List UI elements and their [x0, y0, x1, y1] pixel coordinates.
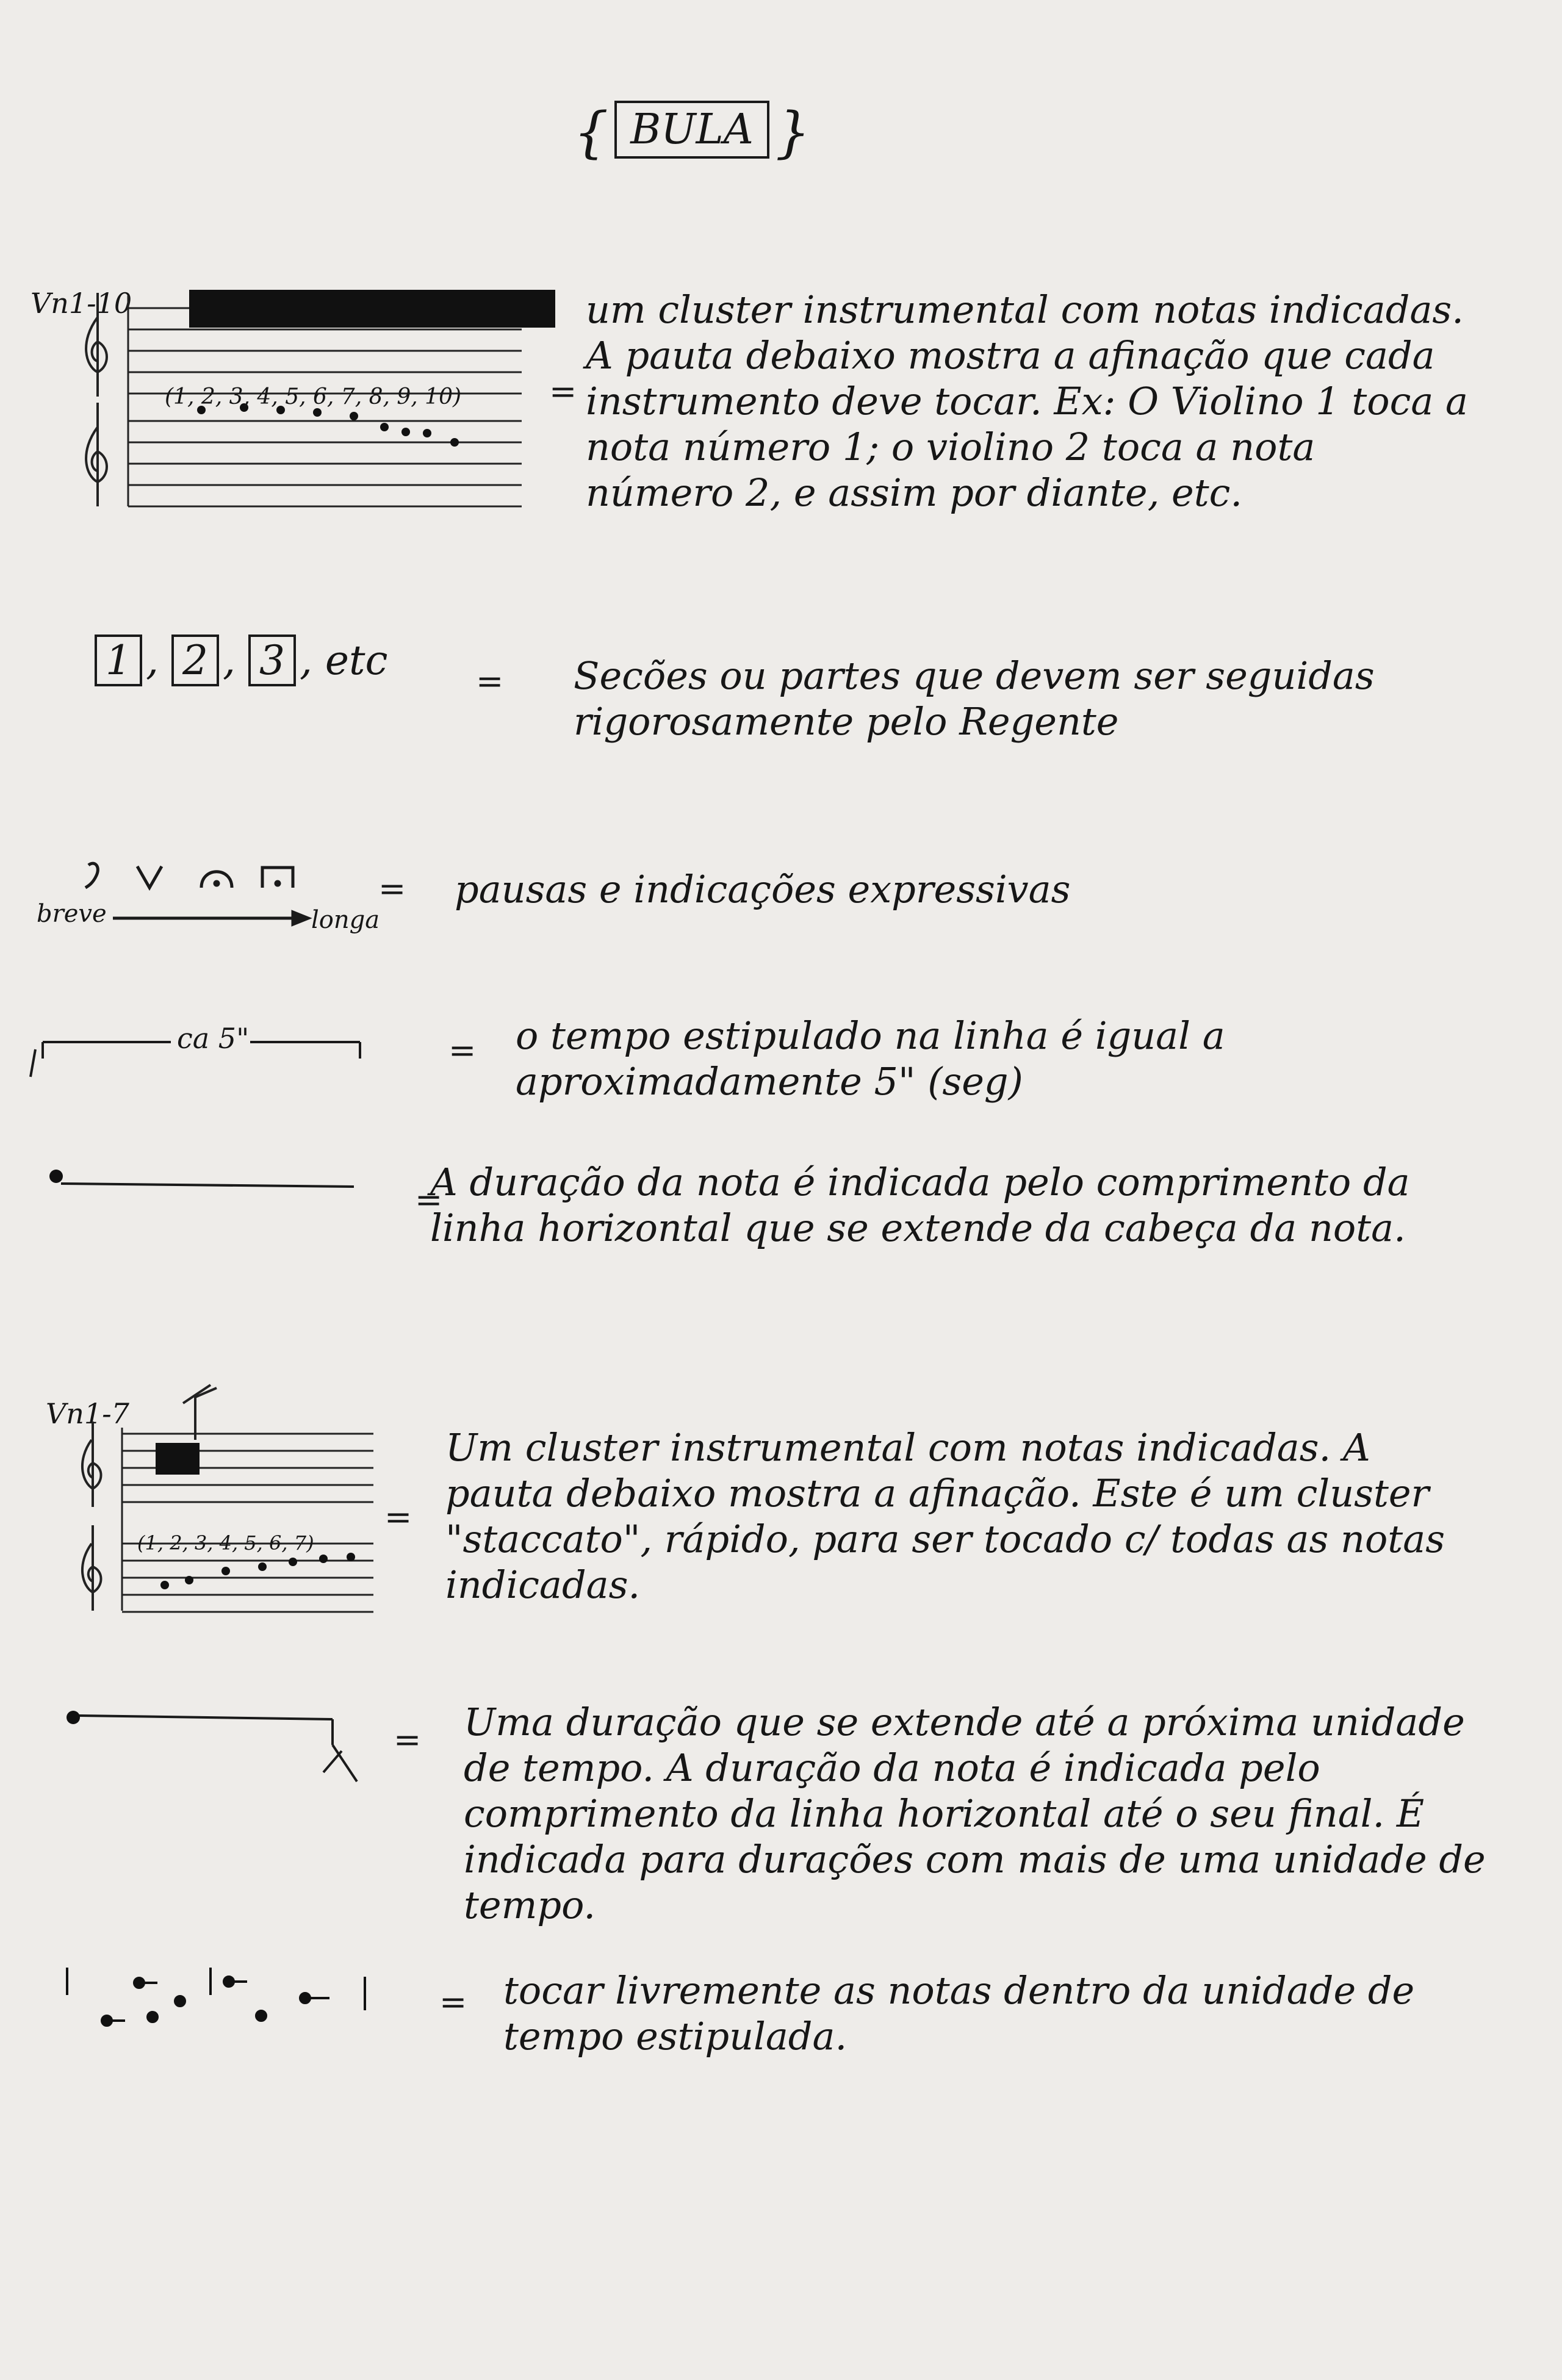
equals-sign: = [394, 1720, 422, 1759]
entry-text-cluster: um cluster instrumental com notas indicadas. A pauta debaixo mostra a afinação que cada instrumento deve tocar. Ex: O Violino 1 toca a nota número 1; o violino 2 toca a nota número 2, e assim por diante, etc. [586, 287, 1468, 515]
cluster-label-vn1-7: Vn1-7 [46, 1397, 129, 1430]
entry-text-pauses: pausas e indicações expressivas [455, 867, 1071, 911]
section-number-box: 1 [95, 635, 142, 686]
section-symbols: 1 , 2 , 3 , etc [95, 635, 387, 686]
section-number-box: 3 [248, 635, 296, 686]
time-bracket-label: ca 5" [177, 1022, 250, 1055]
entry-text-duration: A duração da nota é indicada pelo comprimento da linha horizontal que se extende da cabeça da nota. [430, 1160, 1410, 1250]
equals-sign: = [549, 372, 577, 411]
equals-sign: = [448, 1031, 477, 1070]
equals-sign: = [415, 1181, 443, 1219]
entry-text-time: o tempo estipulado na linha é igual a aproximadamente 5" (seg) [516, 1013, 1225, 1104]
equals-sign: = [476, 662, 504, 700]
page-title: { BULA } [574, 101, 811, 165]
section-number-box: 2 [171, 635, 219, 686]
entry-text-staccato-cluster: Um cluster instrumental com notas indicadas. A pauta debaixo mostra a afinação. Este é um cluster "staccato", rápido, para ser tocado c/ todas as notas indicadas. [445, 1425, 1445, 1607]
entry-text-extended-duration: Uma duração que se extende até a próxima unidade de tempo. A duração da nota é indicada pelo comprimento da linha horizontal até o seu final. É indicada para durações com mais de uma unidade de tempo. [464, 1700, 1486, 1927]
entry-text-sections: Secões ou partes que devem ser seguidas rigorosamente pelo Regente [574, 653, 1375, 744]
pause-label-longa: longa [311, 906, 380, 934]
pause-label-breve: breve [37, 900, 107, 928]
entry-text-free-notes: tocar livremente as notas dentro da unidade de tempo estipulada. [503, 1968, 1415, 2058]
section-suffix: etc [325, 637, 388, 684]
cluster-label-vn1-10: Vn1-10 [31, 287, 132, 320]
equals-sign: = [439, 1983, 467, 2021]
cluster-note-numbers-2: (1, 2, 3, 4, 5, 6, 7) [137, 1531, 314, 1555]
equals-sign: = [378, 869, 406, 908]
equals-sign: = [384, 1498, 412, 1536]
cluster-note-numbers-1: (1, 2, 3, 4, 5, 6, 7, 8, 9, 10) [165, 384, 462, 409]
title-box: BULA [614, 101, 769, 159]
